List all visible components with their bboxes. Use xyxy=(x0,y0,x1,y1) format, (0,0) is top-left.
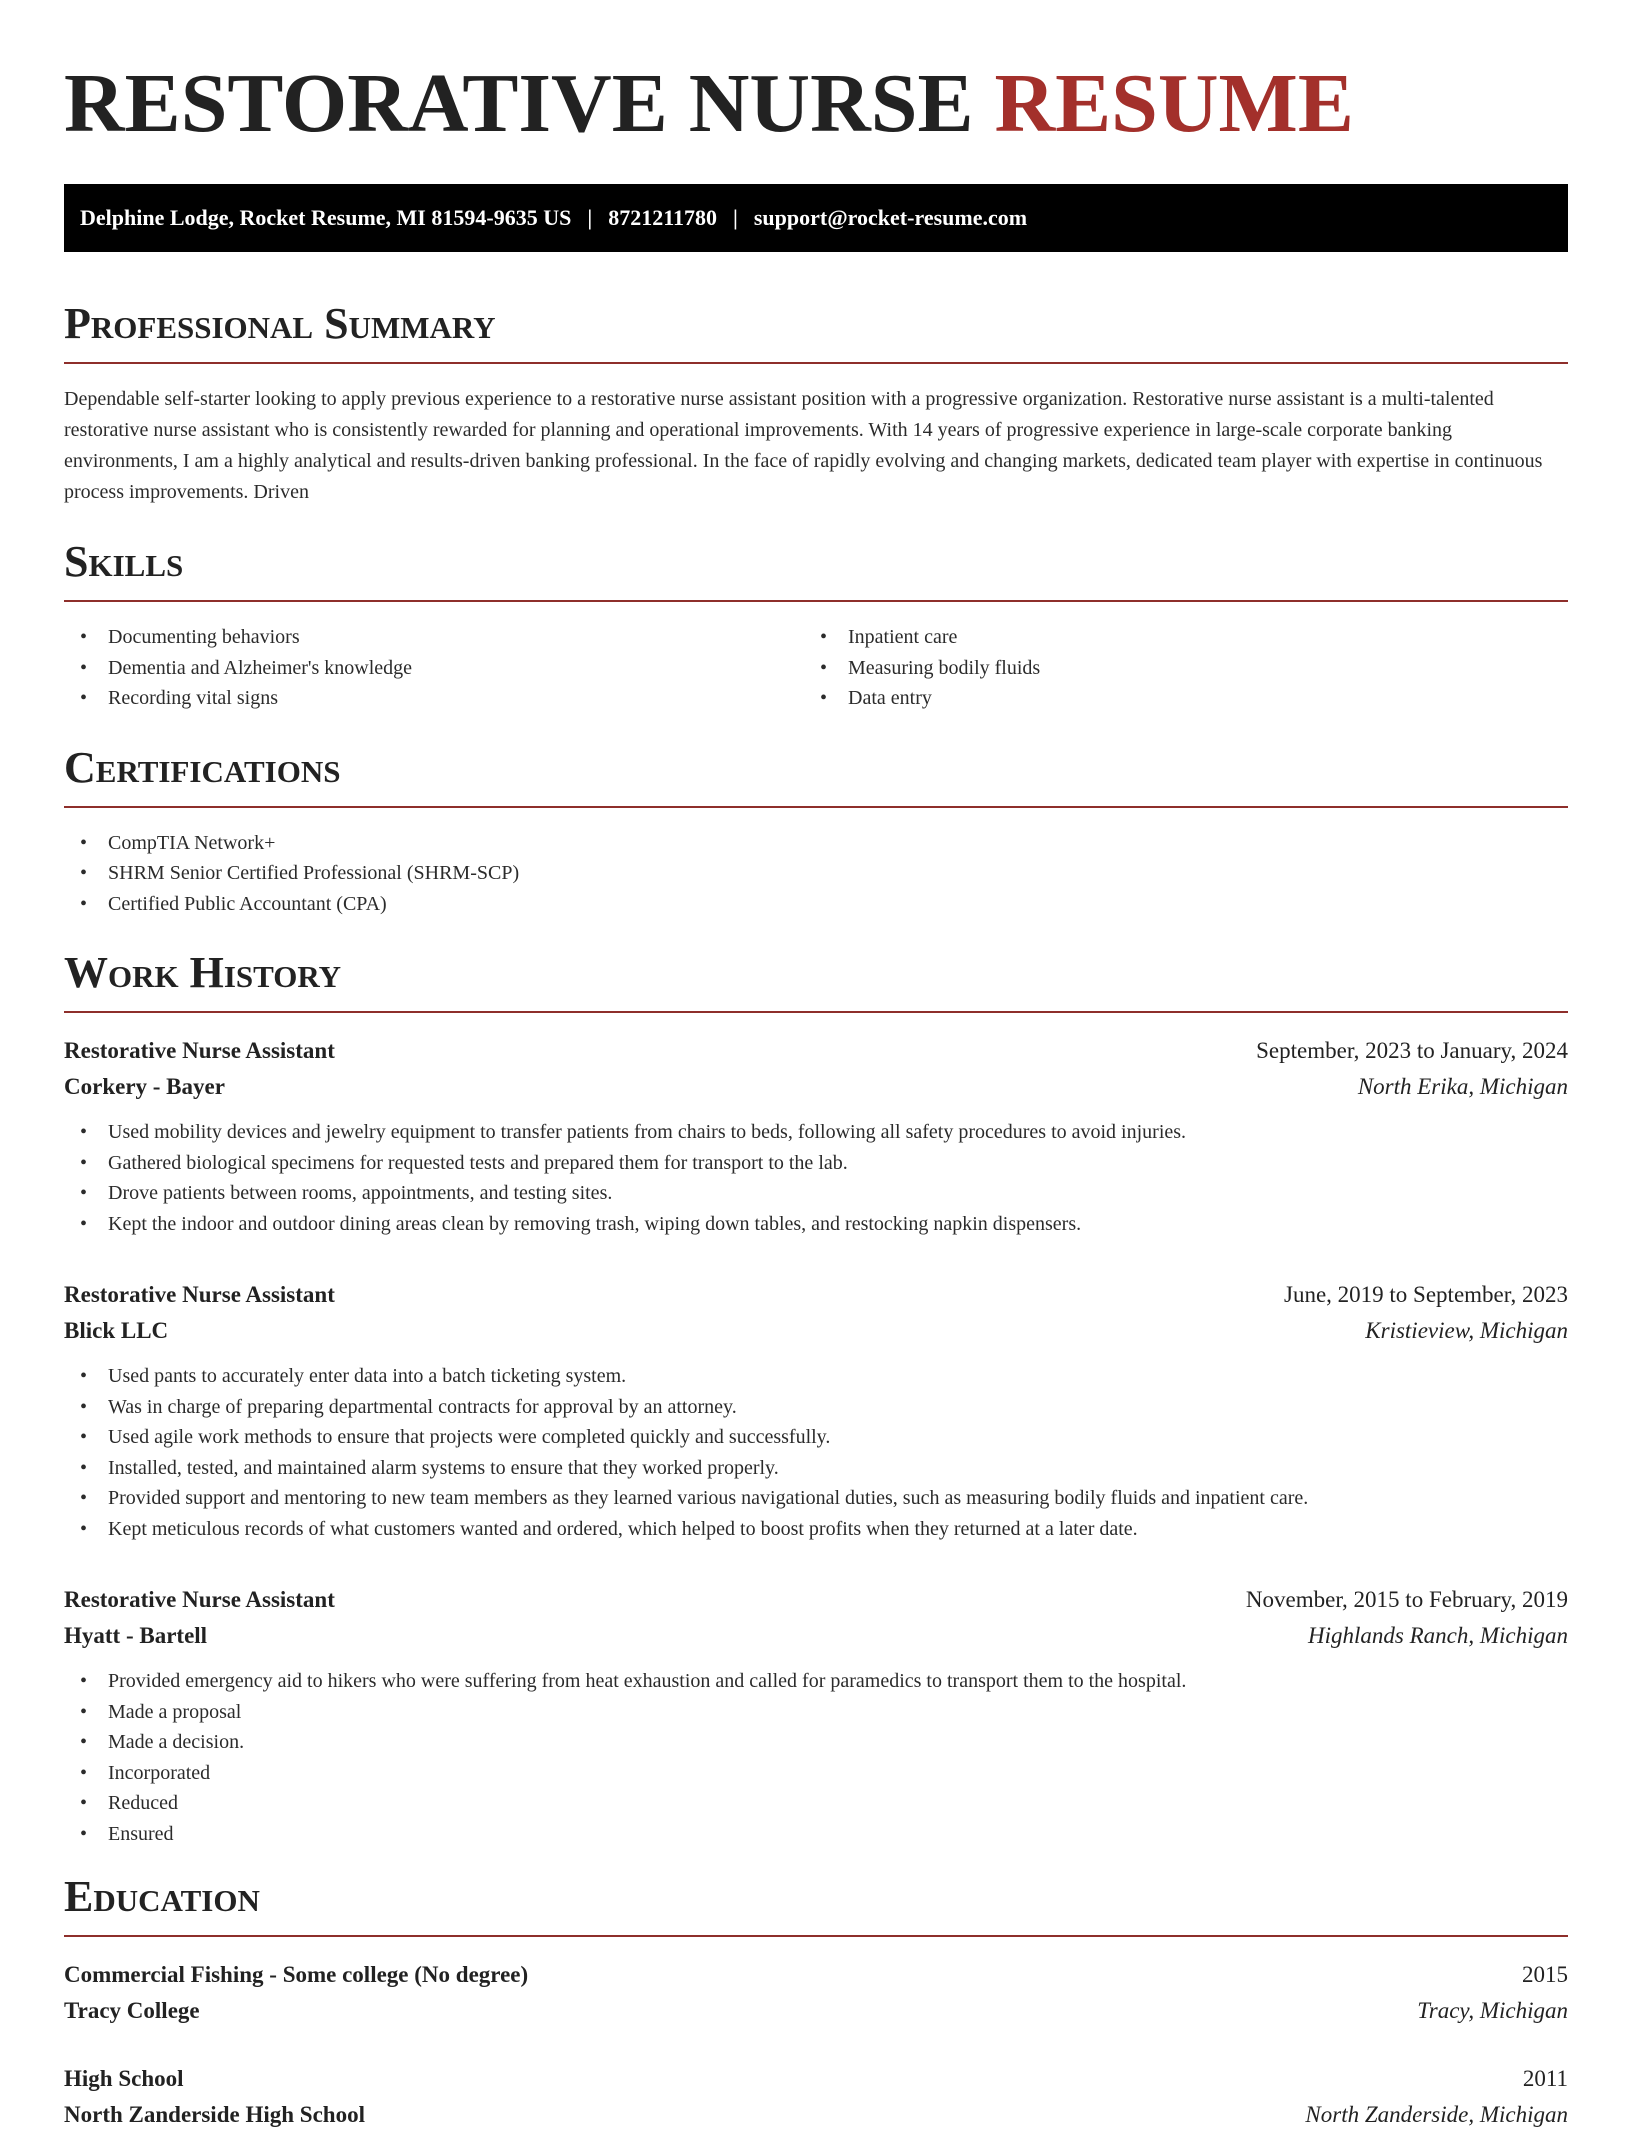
job-company: Corkery - Bayer xyxy=(64,1074,225,1099)
skill-item: • Measuring bodily fluids xyxy=(804,653,1544,684)
education-year: 2015 xyxy=(1522,1962,1568,1987)
duty-item: • Made a decision. xyxy=(64,1727,1568,1758)
duty-item: • Provided support and mentoring to new team members as they learned various navigational duties, such as measuring bodily fluids and inpatient care. xyxy=(64,1483,1568,1514)
job-dates: September, 2023 to January, 2024 xyxy=(1256,1038,1568,1063)
skill-item: • Dementia and Alzheimer's knowledge xyxy=(64,653,804,684)
education-subheader xyxy=(64,1993,1568,2029)
job-duties xyxy=(64,1117,1568,1239)
education-header xyxy=(64,2061,1568,2097)
job-subheader xyxy=(64,1313,1568,1349)
title-main: RESTORATIVE NURSE xyxy=(64,57,974,150)
education-year: 2011 xyxy=(1522,2066,1568,2091)
education-school: North Zanderside High School xyxy=(64,2102,365,2127)
job-header xyxy=(64,1582,1568,1618)
summary-text: Dependable self-starter looking to apply previous experience to a restorative nurse assistant position with a progressive organization. Restorative nurse assistant is a multi-talented restorative nurse assistant who is consistently rewarded for planning and operational improvements. With 14 years of progressive experience in large-scale corporate banking environments, I am a highly analytical and results-driven banking professional. In the face of rapidly evolving and changing markets, dedicated team player with expertise in continuous process improvements. Driven xyxy=(64,388,1543,503)
duty-item: • Used agile work methods to ensure that projects were completed quickly and successfully. xyxy=(64,1422,1568,1453)
education-degree: High School xyxy=(64,2066,184,2091)
education-subheader xyxy=(64,2097,1568,2133)
duty-item: • Used mobility devices and jewelry equipment to transfer patients from chairs to beds, following all safety procedures to avoid injuries. xyxy=(64,1117,1568,1148)
duty-item: • Incorporated xyxy=(64,1758,1568,1789)
duty-item: • Made a proposal xyxy=(64,1697,1568,1728)
contact-address: Delphine Lodge, Rocket Resume, MI 81594-9635 US xyxy=(80,205,572,230)
skill-item: • Inpatient care xyxy=(804,622,1544,653)
education-school: Tracy College xyxy=(64,1998,200,2023)
title-accent: RESUME xyxy=(994,57,1354,150)
job-duties xyxy=(64,1666,1568,1849)
education-location: North Zanderside, Michigan xyxy=(1305,2102,1568,2127)
job-location: Kristieview, Michigan xyxy=(1365,1318,1568,1343)
job-entry xyxy=(64,1582,1568,1849)
job-entry xyxy=(64,1033,1568,1239)
job-header xyxy=(64,1277,1568,1313)
duty-item: • Kept meticulous records of what customers wanted and ordered, which helped to boost profits when they returned at a later date. xyxy=(64,1514,1568,1545)
job-title: Restorative Nurse Assistant xyxy=(64,1282,335,1307)
job-duties xyxy=(64,1361,1568,1544)
job-header xyxy=(64,1033,1568,1069)
education-header xyxy=(64,1957,1568,1993)
job-company: Hyatt - Bartell xyxy=(64,1623,208,1648)
job-dates: June, 2019 to September, 2023 xyxy=(1284,1282,1568,1307)
job-company: Blick LLC xyxy=(64,1318,169,1343)
section-divider xyxy=(64,600,1568,602)
skill-item: • Recording vital signs xyxy=(64,683,804,714)
duty-item: • Ensured xyxy=(64,1819,1568,1850)
job-title: Restorative Nurse Assistant xyxy=(64,1587,335,1612)
duty-item: • Provided emergency aid to hikers who were suffering from heat exhaustion and called for paramedics to transport them to the hospital. xyxy=(64,1666,1568,1697)
duty-item: • Installed, tested, and maintained alarm systems to ensure that they worked properly. xyxy=(64,1453,1568,1484)
contact-email: support@rocket-resume.com xyxy=(753,205,1028,230)
skills-list xyxy=(64,622,1568,714)
section-divider xyxy=(64,362,1568,364)
job-subheader xyxy=(64,1618,1568,1654)
job-location: Highlands Ranch, Michigan xyxy=(1308,1623,1568,1648)
certifications-heading: Certifications xyxy=(64,742,341,792)
education-entry xyxy=(64,1957,1568,2029)
job-entry xyxy=(64,1277,1568,1544)
duty-item: • Kept the indoor and outdoor dining areas clean by removing trash, wiping down tables, and restocking napkin dispensers. xyxy=(64,1209,1568,1240)
skills-column-right xyxy=(804,622,1544,714)
section-divider xyxy=(64,1935,1568,1937)
work-history-heading: Work History xyxy=(64,948,342,997)
skill-item: • Documenting behaviors xyxy=(64,622,804,653)
section-divider xyxy=(64,1011,1568,1013)
certification-item: • SHRM Senior Certified Professional (SHRM-SCP) xyxy=(64,858,1568,889)
section-divider xyxy=(64,806,1568,808)
education-location: Tracy, Michigan xyxy=(1417,1998,1568,2023)
contact-phone: 8721211780 xyxy=(608,205,717,230)
education-degree: Commercial Fishing - Some college (No degree) xyxy=(64,1962,529,1987)
contact-bar xyxy=(64,184,1568,252)
summary-heading: Professional Summary xyxy=(64,299,496,348)
resume-title xyxy=(64,56,1568,152)
job-subheader xyxy=(64,1069,1568,1105)
contact-separator: | xyxy=(587,205,593,230)
education-heading: Education xyxy=(64,1872,260,1921)
duty-item: • Gathered biological specimens for requested tests and prepared them for transport to the lab. xyxy=(64,1148,1568,1179)
skill-item: • Data entry xyxy=(804,683,1544,714)
skills-heading: Skills xyxy=(64,537,184,586)
education-entry xyxy=(64,2061,1568,2133)
job-dates: November, 2015 to February, 2019 xyxy=(1245,1587,1568,1612)
contact-separator: | xyxy=(732,205,738,230)
skills-column-left xyxy=(64,622,804,714)
job-title: Restorative Nurse Assistant xyxy=(64,1038,335,1063)
duty-item: • Reduced xyxy=(64,1788,1568,1819)
certification-item: • Certified Public Accountant (CPA) xyxy=(64,889,1568,920)
certification-item: • CompTIA Network+ xyxy=(64,828,1568,859)
duty-item: • Used pants to accurately enter data into a batch ticketing system. xyxy=(64,1361,1568,1392)
certifications-list xyxy=(64,828,1568,920)
job-location: North Erika, Michigan xyxy=(1357,1074,1568,1099)
duty-item: • Was in charge of preparing departmental contracts for approval by an attorney. xyxy=(64,1392,1568,1423)
duty-item: • Drove patients between rooms, appointments, and testing sites. xyxy=(64,1178,1568,1209)
